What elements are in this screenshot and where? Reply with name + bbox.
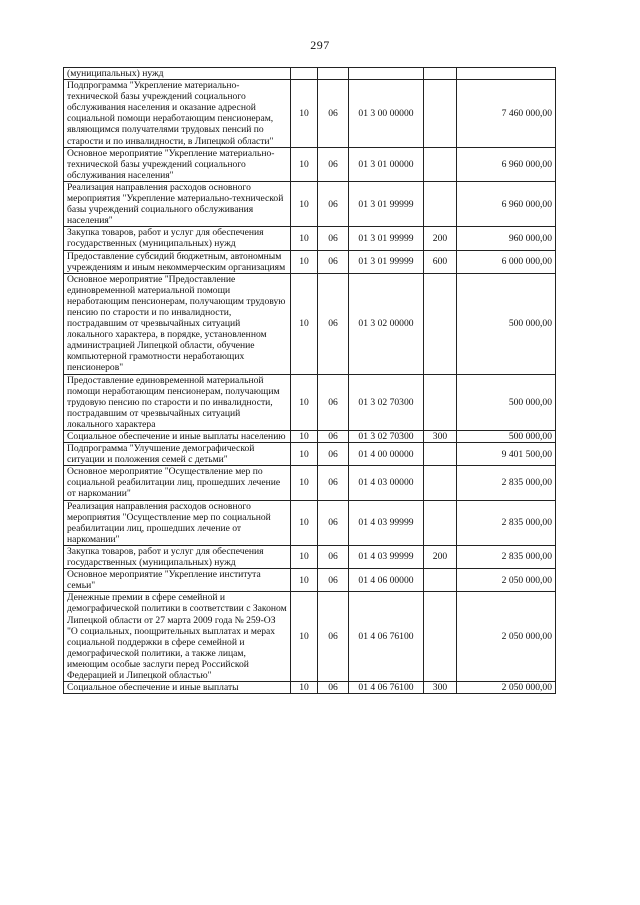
row-expense-code: 300 — [424, 682, 457, 694]
row-target-code: 01 3 01 99999 — [349, 181, 424, 226]
row-name: Основное мероприятие "Укрепление института семьи" — [64, 569, 291, 592]
row-name: Закупка товаров, работ и услуг для обеспечения государственных (муниципальных) нужд — [64, 227, 291, 250]
row-amount: 2 835 000,00 — [457, 466, 556, 500]
row-expense-code: 300 — [424, 431, 457, 443]
table-row — [64, 374, 556, 430]
row-expense-code — [424, 374, 457, 430]
row-name: Подпрограмма "Укрепление материально-технической базы учреждений социального обслуживания населения и оказание адресной социальной помощи неработающим пенсионерам, являющимся получателями трудовых пенсий по старости и по инвалидности, в Липецкой области" — [64, 80, 291, 148]
row-target-code: 01 4 06 76100 — [349, 592, 424, 682]
row-section-code: 10 — [291, 273, 318, 374]
row-section-code: 10 — [291, 147, 318, 181]
row-section-code: 10 — [291, 569, 318, 592]
row-subsection-code: 06 — [318, 466, 349, 500]
row-amount: 2 050 000,00 — [457, 682, 556, 694]
table-row — [64, 147, 556, 181]
row-subsection-code: 06 — [318, 500, 349, 545]
row-amount: 7 460 000,00 — [457, 80, 556, 148]
row-expense-code — [424, 569, 457, 592]
row-amount — [457, 68, 556, 80]
row-expense-code — [424, 68, 457, 80]
row-target-code: 01 3 01 99999 — [349, 250, 424, 273]
budget-table — [63, 67, 556, 694]
row-amount: 500 000,00 — [457, 431, 556, 443]
row-subsection-code: 06 — [318, 181, 349, 226]
table-row — [64, 273, 556, 374]
table-row — [64, 227, 556, 250]
row-target-code: 01 4 06 00000 — [349, 569, 424, 592]
row-target-code: 01 4 03 99999 — [349, 545, 424, 568]
row-amount: 6 960 000,00 — [457, 147, 556, 181]
table-row — [64, 250, 556, 273]
row-name: Основное мероприятие "Укрепление материально-технической базы учреждений социального обслуживания населения" — [64, 147, 291, 181]
table-row — [64, 500, 556, 545]
row-expense-code — [424, 80, 457, 148]
row-expense-code: 200 — [424, 545, 457, 568]
row-section-code: 10 — [291, 181, 318, 226]
row-section-code: 10 — [291, 80, 318, 148]
row-target-code: 01 4 03 99999 — [349, 500, 424, 545]
row-section-code: 10 — [291, 250, 318, 273]
row-amount: 960 000,00 — [457, 227, 556, 250]
page-number: 297 — [310, 38, 330, 52]
row-expense-code — [424, 592, 457, 682]
row-amount: 6 000 000,00 — [457, 250, 556, 273]
row-section-code: 10 — [291, 682, 318, 694]
row-section-code: 10 — [291, 443, 318, 466]
row-expense-code: 600 — [424, 250, 457, 273]
row-name: Подпрограмма "Улучшение демографической ситуации и положения семей с детьми" — [64, 443, 291, 466]
row-section-code: 10 — [291, 431, 318, 443]
row-name: Основное мероприятие "Осуществление мер по социальной реабилитации лиц, прошедших лечение от наркомании" — [64, 466, 291, 500]
row-target-code — [349, 68, 424, 80]
table-row — [64, 68, 556, 80]
row-target-code: 01 3 02 70300 — [349, 374, 424, 430]
table-row — [64, 569, 556, 592]
row-expense-code — [424, 443, 457, 466]
row-name: Денежные премии в сфере семейной и демографической политики в соответствии с Законом Липецкой области от 27 марта 2009 года № 259-ОЗ "О социальных, поощрительных выплатах и мерах социальной поддержки в сфере семейной и демографической политики, а также лицам, имеющим особые заслуги перед Российской Федерацией и Липецкой областью" — [64, 592, 291, 682]
row-section-code: 10 — [291, 500, 318, 545]
row-amount: 9 401 500,00 — [457, 443, 556, 466]
row-target-code: 01 4 03 00000 — [349, 466, 424, 500]
row-amount: 2 835 000,00 — [457, 500, 556, 545]
budget-table-body — [64, 68, 556, 694]
row-amount: 500 000,00 — [457, 273, 556, 374]
row-name: Социальное обеспечение и иные выплаты — [64, 682, 291, 694]
row-target-code: 01 3 02 70300 — [349, 431, 424, 443]
table-row — [64, 80, 556, 148]
row-section-code: 10 — [291, 466, 318, 500]
row-target-code: 01 3 00 00000 — [349, 80, 424, 148]
row-target-code: 01 4 06 76100 — [349, 682, 424, 694]
row-subsection-code: 06 — [318, 569, 349, 592]
row-name: Закупка товаров, работ и услуг для обеспечения государственных (муниципальных) нужд — [64, 545, 291, 568]
row-amount: 2 835 000,00 — [457, 545, 556, 568]
row-subsection-code: 06 — [318, 682, 349, 694]
row-name: Реализация направления расходов основного мероприятия "Укрепление материально-технической базы учреждений социального обслуживания населения" — [64, 181, 291, 226]
row-name: Социальное обеспечение и иные выплаты населению — [64, 431, 291, 443]
row-amount: 6 960 000,00 — [457, 181, 556, 226]
row-target-code: 01 4 00 00000 — [349, 443, 424, 466]
table-row — [64, 466, 556, 500]
row-name: (муниципальных) нужд — [64, 68, 291, 80]
row-subsection-code: 06 — [318, 227, 349, 250]
row-expense-code — [424, 181, 457, 226]
row-subsection-code: 06 — [318, 545, 349, 568]
table-row — [64, 592, 556, 682]
table-row — [64, 431, 556, 443]
row-subsection-code: 06 — [318, 443, 349, 466]
row-amount: 2 050 000,00 — [457, 569, 556, 592]
row-subsection-code: 06 — [318, 80, 349, 148]
row-amount: 500 000,00 — [457, 374, 556, 430]
row-subsection-code — [318, 68, 349, 80]
row-section-code — [291, 68, 318, 80]
row-subsection-code: 06 — [318, 273, 349, 374]
row-name: Реализация направления расходов основного мероприятия "Осуществление мер по социальной реабилитации лиц, прошедших лечение от наркомании" — [64, 500, 291, 545]
row-section-code: 10 — [291, 592, 318, 682]
row-subsection-code: 06 — [318, 147, 349, 181]
row-name: Основное мероприятие "Предоставление единовременной материальной помощи неработающим пенсионерам, получающим трудовую пенсию по старости и по инвалидности, пострадавшим от чрезвычайных ситуаций локального характера, в порядке, установленном администрацией Липецкой области, обучение компьютерной грамотности неработающих пенсионеров" — [64, 273, 291, 374]
row-subsection-code: 06 — [318, 592, 349, 682]
row-name: Предоставление единовременной материальной помощи неработающим пенсионерам, получающим трудовую пенсию по старости и по инвалидности, пострадавшим от чрезвычайных ситуаций локального характера — [64, 374, 291, 430]
row-target-code: 01 3 01 00000 — [349, 147, 424, 181]
row-section-code: 10 — [291, 227, 318, 250]
row-expense-code — [424, 500, 457, 545]
row-amount: 2 050 000,00 — [457, 592, 556, 682]
row-target-code: 01 3 01 99999 — [349, 227, 424, 250]
row-section-code: 10 — [291, 545, 318, 568]
row-target-code: 01 3 02 00000 — [349, 273, 424, 374]
row-expense-code — [424, 273, 457, 374]
row-expense-code: 200 — [424, 227, 457, 250]
row-subsection-code: 06 — [318, 374, 349, 430]
row-expense-code — [424, 466, 457, 500]
table-row — [64, 181, 556, 226]
table-row — [64, 443, 556, 466]
row-subsection-code: 06 — [318, 250, 349, 273]
row-section-code: 10 — [291, 374, 318, 430]
row-subsection-code: 06 — [318, 431, 349, 443]
table-row — [64, 682, 556, 694]
row-name: Предоставление субсидий бюджетным, автономным учреждениям и иным некоммерческим организациям — [64, 250, 291, 273]
table-row — [64, 545, 556, 568]
row-expense-code — [424, 147, 457, 181]
